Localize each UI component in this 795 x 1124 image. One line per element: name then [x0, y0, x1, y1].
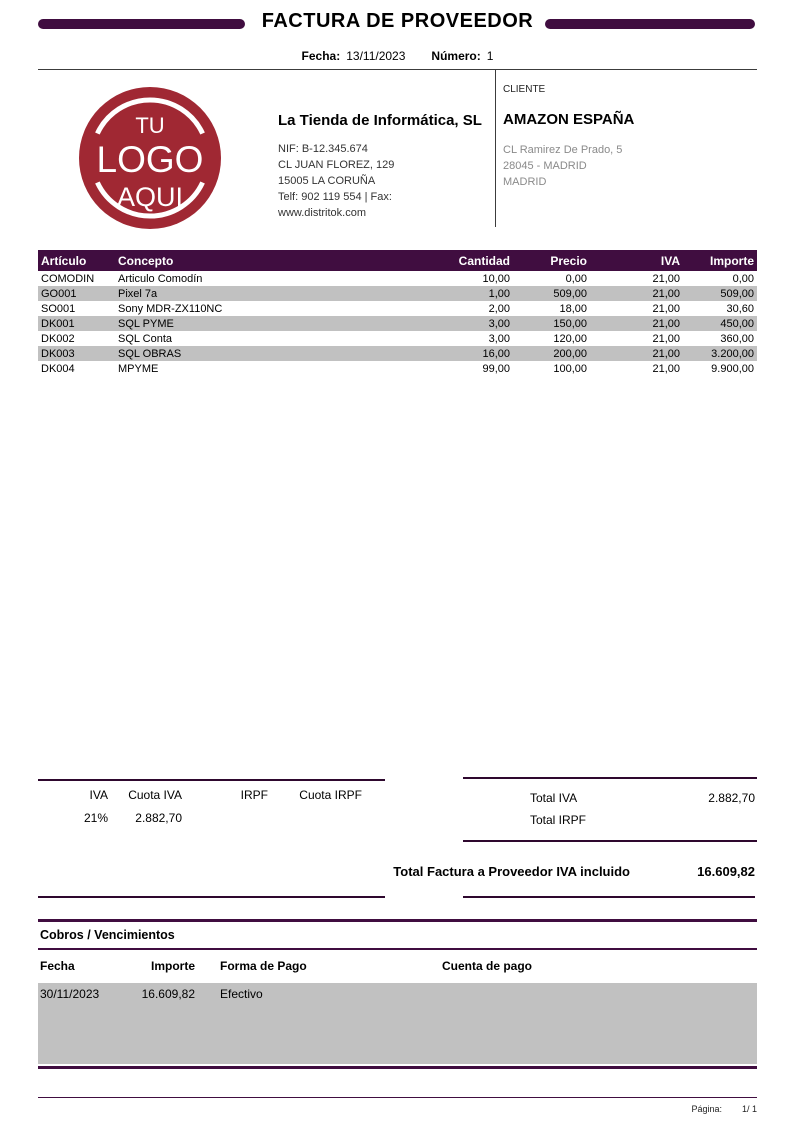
cell-precio: 150,00 [553, 317, 587, 330]
cell-concepto: SQL OBRAS [118, 347, 182, 360]
cell-cantidad: 3,00 [488, 317, 510, 330]
payment-spacer [197, 987, 218, 1001]
table-row [38, 301, 757, 316]
col-header-precio: Precio [550, 253, 587, 268]
tax-header-irpf: IRPF [240, 788, 268, 802]
logo-placeholder-icon [78, 86, 222, 230]
tax-breakdown-box [38, 779, 385, 825]
cell-iva: 21,00 [652, 362, 680, 375]
client-label: CLIENTE [503, 84, 546, 95]
invoice-date [302, 49, 406, 63]
col-header-iva: IVA [660, 253, 680, 268]
cell-concepto: SQL PYME [118, 317, 174, 330]
grand-total-row [38, 864, 757, 879]
company-logo [78, 86, 222, 230]
payments-section-title: Cobros / Vencimientos [40, 928, 175, 942]
cell-precio: 120,00 [553, 332, 587, 345]
tax-header-cuota-iva: Cuota IVA [128, 788, 182, 802]
footer-rule [38, 1097, 757, 1098]
total-irpf-label: Total IRPF [530, 813, 587, 827]
pay-header-forma-de-pago: Forma de Pago [220, 959, 307, 973]
table-row [38, 271, 757, 286]
date-value: 13/11/2023 [346, 49, 406, 63]
cell-iva: 21,00 [652, 287, 680, 300]
cell-concepto: Sony MDR-ZX110NC [118, 302, 223, 315]
logo-text-line2: LOGO [96, 139, 204, 180]
page-title: FACTURA DE PROVEEDOR [261, 10, 534, 32]
cell-cantidad: 3,00 [488, 332, 510, 345]
total-iva-row [463, 787, 757, 809]
logo-text-line1: TU [135, 113, 165, 138]
cell-articulo: SO001 [41, 302, 76, 315]
cell-importe: 3.200,00 [711, 347, 754, 360]
page-number [0, 1104, 757, 1114]
tax-value-cuota-iva: 2.882,70 [135, 811, 182, 825]
tax-header-iva: IVA [89, 788, 108, 802]
supplier-website: www.distritok.com [278, 207, 367, 219]
cell-cantidad: 2,00 [488, 302, 510, 315]
client-name: AMAZON ESPAÑA [503, 111, 635, 128]
col-header-cantidad: Cantidad [458, 253, 510, 268]
number-value: 1 [486, 49, 494, 63]
cell-precio: 0,00 [565, 272, 587, 285]
payments-top-rule [38, 919, 757, 922]
client-address1: CL Ramirez De Prado, 5 [503, 144, 623, 156]
date-label: Fecha: [301, 49, 341, 63]
supplier-phone: Telf: 902 119 554 | Fax: [278, 191, 392, 203]
invoice-number [431, 49, 493, 63]
cell-importe: 360,00 [720, 332, 754, 345]
cell-importe: 450,00 [720, 317, 754, 330]
cell-cantidad: 10,00 [482, 272, 510, 285]
client-address2: 28045 - MADRID [503, 160, 587, 172]
cell-articulo: GO001 [41, 287, 77, 300]
cell-iva: 21,00 [652, 347, 680, 360]
cell-precio: 18,00 [559, 302, 587, 315]
total-iva-label: Total IVA [530, 791, 578, 805]
cell-precio: 509,00 [553, 287, 587, 300]
tax-breakdown-headers [38, 788, 385, 802]
cell-importe: 509,00 [720, 287, 754, 300]
invoice-meta [0, 49, 795, 63]
payment-row [38, 983, 757, 1001]
table-row [38, 331, 757, 346]
cell-iva: 21,00 [652, 332, 680, 345]
cell-cantidad: 1,00 [488, 287, 510, 300]
grand-total-value: 16.609,82 [697, 864, 755, 879]
tax-value-iva-rate: 21% [83, 811, 108, 825]
payments-title-rule [38, 948, 757, 950]
payment-fecha: 30/11/2023 [40, 987, 100, 1001]
grand-total-bottom-rule [463, 896, 755, 898]
cell-cantidad: 99,00 [482, 362, 510, 375]
payments-table-header [38, 959, 757, 973]
pay-header-fecha: Fecha [40, 959, 75, 973]
tax-value-cuota-irpf [272, 811, 366, 825]
supplier-block [278, 112, 488, 221]
grand-total-label: Total Factura a Proveedor IVA incluido [393, 864, 630, 879]
supplier-name: La Tienda de Informática, SL [278, 112, 482, 129]
payments-table-body [38, 983, 757, 1064]
items-table [38, 250, 757, 376]
tax-breakdown-values [38, 811, 385, 825]
cell-concepto: SQL Conta [118, 332, 173, 345]
logo-text-line3: AQUI [116, 182, 184, 212]
supplier-address1: CL JUAN FLOREZ, 129 [278, 159, 395, 171]
pay-header-cuenta-de-pago: Cuenta de pago [442, 959, 533, 973]
cell-concepto: Pixel 7a [118, 287, 158, 300]
tax-left-bottom-rule [38, 896, 385, 898]
header-decoration-bar-right [545, 19, 755, 29]
cell-articulo: DK004 [41, 362, 75, 375]
cell-iva: 21,00 [652, 317, 680, 330]
supplier-nif: NIF: B-12.345.674 [278, 143, 368, 155]
cell-importe: 9.900,00 [711, 362, 754, 375]
info-top-divider [38, 69, 757, 70]
table-row [38, 286, 757, 301]
number-label: Número: [431, 49, 481, 63]
supplier-address2: 15005 LA CORUÑA [278, 175, 376, 187]
items-table-body [38, 271, 757, 376]
cell-precio: 100,00 [553, 362, 587, 375]
cell-cantidad: 16,00 [482, 347, 510, 360]
cell-articulo: DK001 [41, 317, 75, 330]
client-block [503, 84, 753, 190]
pay-header-spacer [197, 959, 218, 973]
payments-bottom-rule [38, 1066, 757, 1069]
col-header-importe: Importe [709, 253, 754, 268]
cell-importe: 0,00 [732, 272, 754, 285]
payment-importe: 16.609,82 [141, 987, 195, 1001]
col-header-articulo: Artículo [41, 253, 87, 268]
page-value: 1/ 1 [741, 1104, 757, 1114]
tax-header-cuota-irpf: Cuota IRPF [299, 788, 362, 802]
pay-header-importe: Importe [150, 959, 195, 973]
client-address3: MADRID [503, 176, 547, 188]
total-iva-value: 2.882,70 [708, 791, 755, 805]
cell-concepto: MPYME [118, 362, 159, 375]
tax-totals-box [463, 777, 757, 842]
cell-articulo: DK002 [41, 332, 75, 345]
page-label: Página: [691, 1104, 722, 1114]
payment-forma-de-pago: Efectivo [220, 987, 263, 1001]
items-table-header [38, 250, 757, 271]
cell-importe: 30,60 [726, 302, 754, 315]
tax-value-irpf [186, 811, 272, 825]
info-vertical-divider [495, 69, 496, 227]
table-row [38, 316, 757, 331]
cell-iva: 21,00 [652, 302, 680, 315]
payment-cuenta-de-pago [440, 987, 757, 1001]
cell-articulo: COMODIN [41, 272, 95, 285]
cell-precio: 200,00 [553, 347, 587, 360]
cell-iva: 21,00 [652, 272, 680, 285]
cell-articulo: DK003 [41, 347, 75, 360]
col-header-concepto: Concepto [118, 253, 174, 268]
table-row [38, 361, 757, 376]
total-irpf-row [463, 809, 757, 831]
cell-concepto: Articulo Comodín [118, 272, 203, 285]
table-row [38, 346, 757, 361]
